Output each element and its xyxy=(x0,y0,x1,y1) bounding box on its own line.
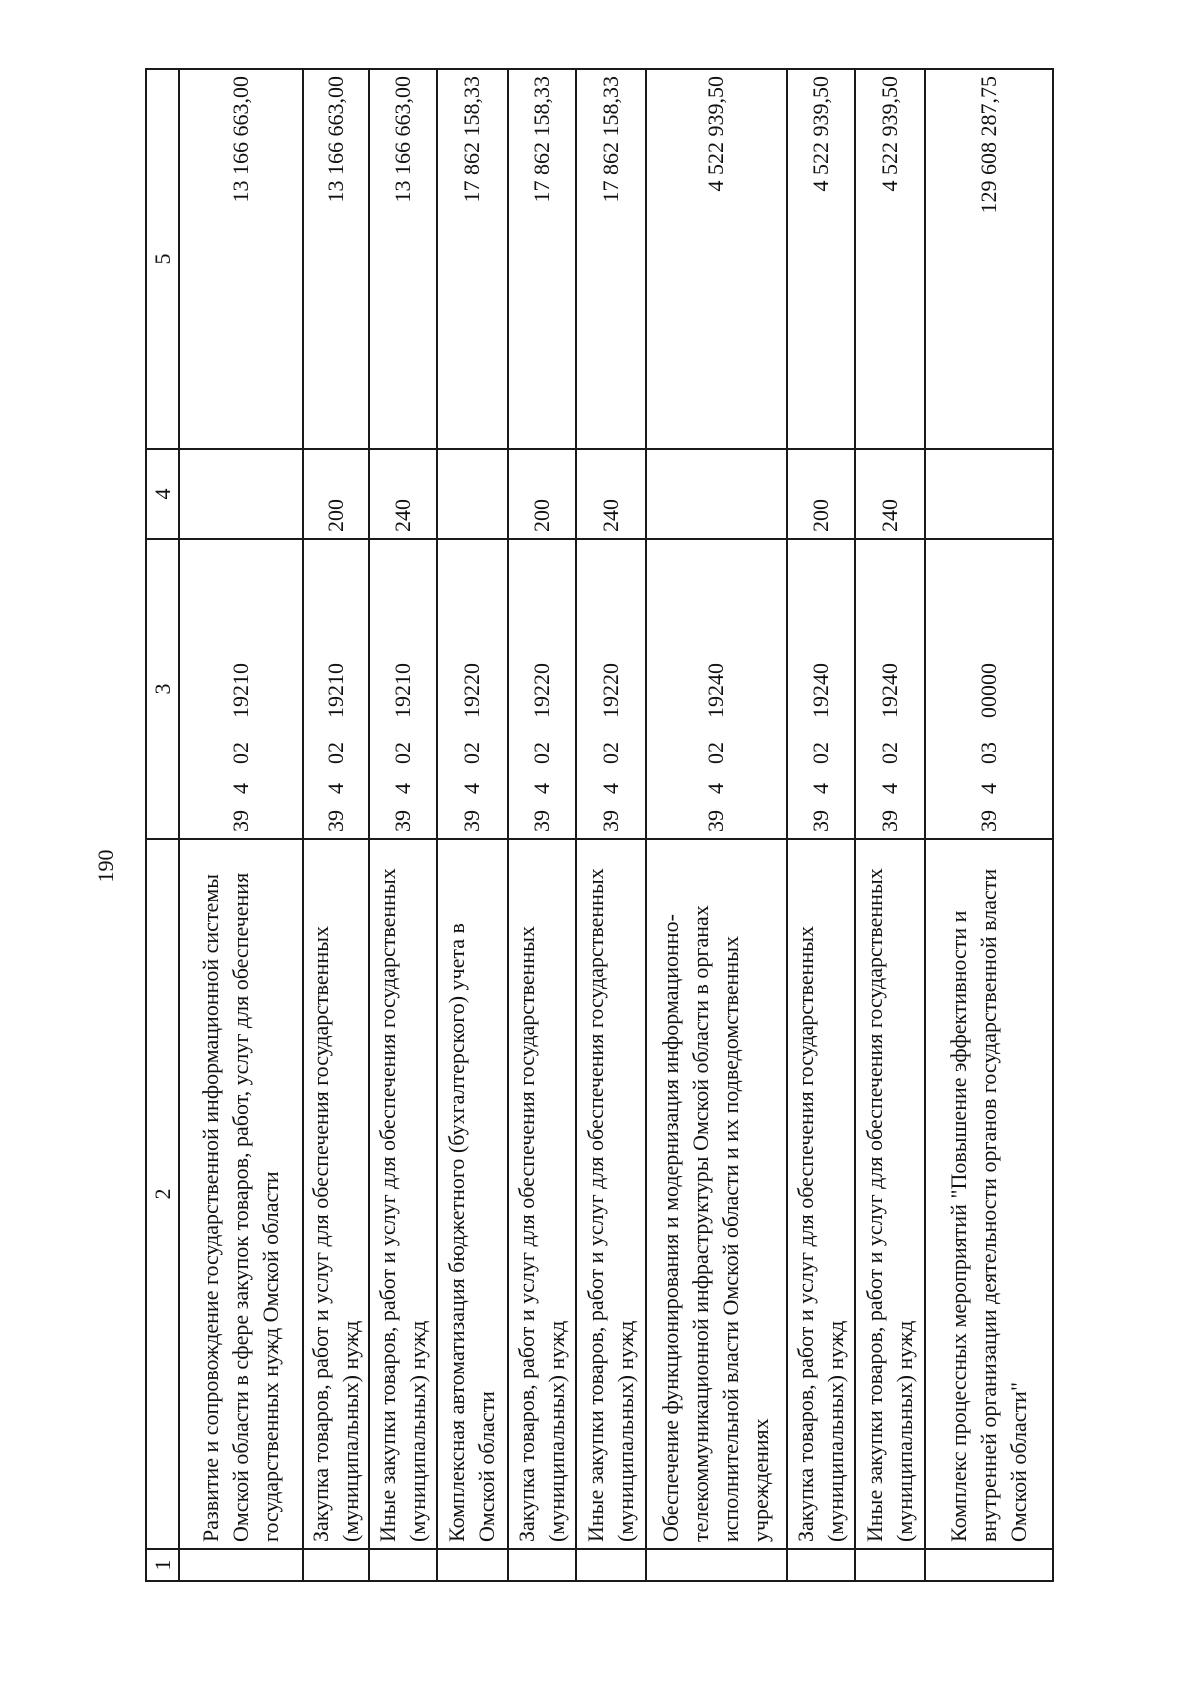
amount: 13 166 663,00 xyxy=(179,69,302,449)
expense-type-code xyxy=(179,449,302,539)
amount: 17 862 158,33 xyxy=(437,69,507,449)
amount: 4 522 939,50 xyxy=(646,69,787,449)
table-row xyxy=(179,69,302,1581)
amount: 4 522 939,50 xyxy=(855,69,925,449)
page-number: 190 xyxy=(93,849,118,883)
expense-type-code: 240 xyxy=(576,449,645,539)
code-cell xyxy=(369,539,437,839)
amount: 13 166 663,00 xyxy=(369,69,437,449)
code-subprogram: 02 xyxy=(459,742,485,764)
header-row xyxy=(146,69,179,1581)
table-row xyxy=(855,69,925,1581)
code-type: 4 xyxy=(597,783,623,794)
row-number-cell xyxy=(369,1549,437,1581)
code-subprogram: 02 xyxy=(597,742,623,764)
code-direction: 19220 xyxy=(459,663,485,718)
item-name: Закупка товаров, работ и услуг для обеспечения государственных (муниципальных) нужд xyxy=(787,839,855,1549)
amount: 17 862 158,33 xyxy=(576,69,645,449)
amount: 4 522 939,50 xyxy=(787,69,855,449)
code-cell xyxy=(303,539,369,839)
code-program: 39 xyxy=(976,810,1002,832)
row-number-cell xyxy=(303,1549,369,1581)
table-row xyxy=(787,69,855,1581)
code-type: 4 xyxy=(703,783,729,794)
item-name: Комплексная автоматизация бюджетного (бухгалтерского) учета в Омской области xyxy=(437,839,507,1549)
code-program: 39 xyxy=(227,810,253,832)
item-name: Обеспечение функционирования и модернизация информационно-телекоммуникационной инфраструктуры Омской области в органах исполнительной власти Омской области и их подведомственных учреждениях xyxy=(646,839,787,1549)
code-program: 39 xyxy=(597,810,623,832)
header-col-5: 5 xyxy=(146,69,179,449)
code-cell xyxy=(576,539,645,839)
code-cell xyxy=(646,539,787,839)
code-type: 4 xyxy=(976,783,1002,794)
row-number-cell xyxy=(925,1549,1053,1581)
code-program: 39 xyxy=(390,810,416,832)
table-row xyxy=(303,69,369,1581)
item-name: Развитие и сопровождение государственной информационной системы Омской области в сфере закупок товаров, работ, услуг для обеспечения государственных нужд Омской области xyxy=(179,839,302,1549)
code-cell xyxy=(508,539,576,839)
code-subprogram: 02 xyxy=(807,742,833,764)
expense-type-code xyxy=(925,449,1053,539)
row-number-cell xyxy=(787,1549,855,1581)
row-number-cell xyxy=(179,1549,302,1581)
code-direction: 19220 xyxy=(528,663,554,718)
code-direction: 19240 xyxy=(877,663,903,718)
code-type: 4 xyxy=(390,783,416,794)
code-subprogram: 02 xyxy=(877,742,903,764)
code-subprogram: 02 xyxy=(227,742,253,764)
item-name: Закупка товаров, работ и услуг для обеспечения государственных (муниципальных) нужд xyxy=(303,839,369,1549)
row-number-cell xyxy=(437,1549,507,1581)
code-direction: 19240 xyxy=(807,663,833,718)
code-subprogram: 02 xyxy=(390,742,416,764)
item-name: Комплекс процессных мероприятий "Повышение эффективности и внутренней организации деятельности органов государственной власти Омской области" xyxy=(925,839,1053,1549)
code-subprogram: 03 xyxy=(976,742,1002,764)
expense-type-code xyxy=(437,449,507,539)
code-type: 4 xyxy=(877,783,903,794)
budget-table xyxy=(145,68,1054,1582)
code-cell xyxy=(855,539,925,839)
item-name: Закупка товаров, работ и услуг для обеспечения государственных (муниципальных) нужд xyxy=(508,839,576,1549)
table-row xyxy=(369,69,437,1581)
code-type: 4 xyxy=(322,783,348,794)
item-name: Иные закупки товаров, работ и услуг для обеспечения государственных (муниципальных) нужд xyxy=(369,839,437,1549)
expense-type-code: 240 xyxy=(369,449,437,539)
code-subprogram: 02 xyxy=(703,742,729,764)
header-col-4: 4 xyxy=(146,449,179,539)
table-row xyxy=(925,69,1053,1581)
item-name: Иные закупки товаров, работ и услуг для обеспечения государственных (муниципальных) нужд xyxy=(855,839,925,1549)
code-direction: 19240 xyxy=(703,663,729,718)
table-row xyxy=(576,69,645,1581)
amount: 13 166 663,00 xyxy=(303,69,369,449)
row-number-cell xyxy=(576,1549,645,1581)
code-program: 39 xyxy=(877,810,903,832)
row-number-cell xyxy=(646,1549,787,1581)
code-subprogram: 02 xyxy=(322,742,348,764)
row-number-cell xyxy=(855,1549,925,1581)
rotated-table-area xyxy=(145,70,1054,1582)
header-col-1: 1 xyxy=(146,1549,179,1581)
code-cell xyxy=(437,539,507,839)
code-type: 4 xyxy=(807,783,833,794)
code-direction: 19210 xyxy=(227,663,253,718)
expense-type-code: 200 xyxy=(508,449,576,539)
code-cell xyxy=(179,539,302,839)
code-direction: 19210 xyxy=(390,663,416,718)
code-type: 4 xyxy=(459,783,485,794)
row-number-cell xyxy=(508,1549,576,1581)
code-program: 39 xyxy=(528,810,554,832)
header-col-2: 2 xyxy=(146,839,179,1549)
table-row xyxy=(508,69,576,1581)
code-program: 39 xyxy=(703,810,729,832)
code-cell xyxy=(925,539,1053,839)
code-type: 4 xyxy=(528,783,554,794)
expense-type-code: 200 xyxy=(787,449,855,539)
table-row xyxy=(646,69,787,1581)
code-program: 39 xyxy=(807,810,833,832)
table-row xyxy=(437,69,507,1581)
header-col-3: 3 xyxy=(146,539,179,839)
expense-type-code: 200 xyxy=(303,449,369,539)
code-program: 39 xyxy=(459,810,485,832)
amount: 129 608 287,75 xyxy=(925,69,1053,449)
code-subprogram: 02 xyxy=(528,742,554,764)
code-type: 4 xyxy=(227,783,253,794)
expense-type-code: 240 xyxy=(855,449,925,539)
code-cell xyxy=(787,539,855,839)
amount: 17 862 158,33 xyxy=(508,69,576,449)
code-direction: 19210 xyxy=(322,663,348,718)
code-program: 39 xyxy=(322,810,348,832)
expense-type-code xyxy=(646,449,787,539)
code-direction: 19220 xyxy=(597,663,623,718)
item-name: Иные закупки товаров, работ и услуг для обеспечения государственных (муниципальных) нужд xyxy=(576,839,645,1549)
code-direction: 00000 xyxy=(976,663,1002,718)
